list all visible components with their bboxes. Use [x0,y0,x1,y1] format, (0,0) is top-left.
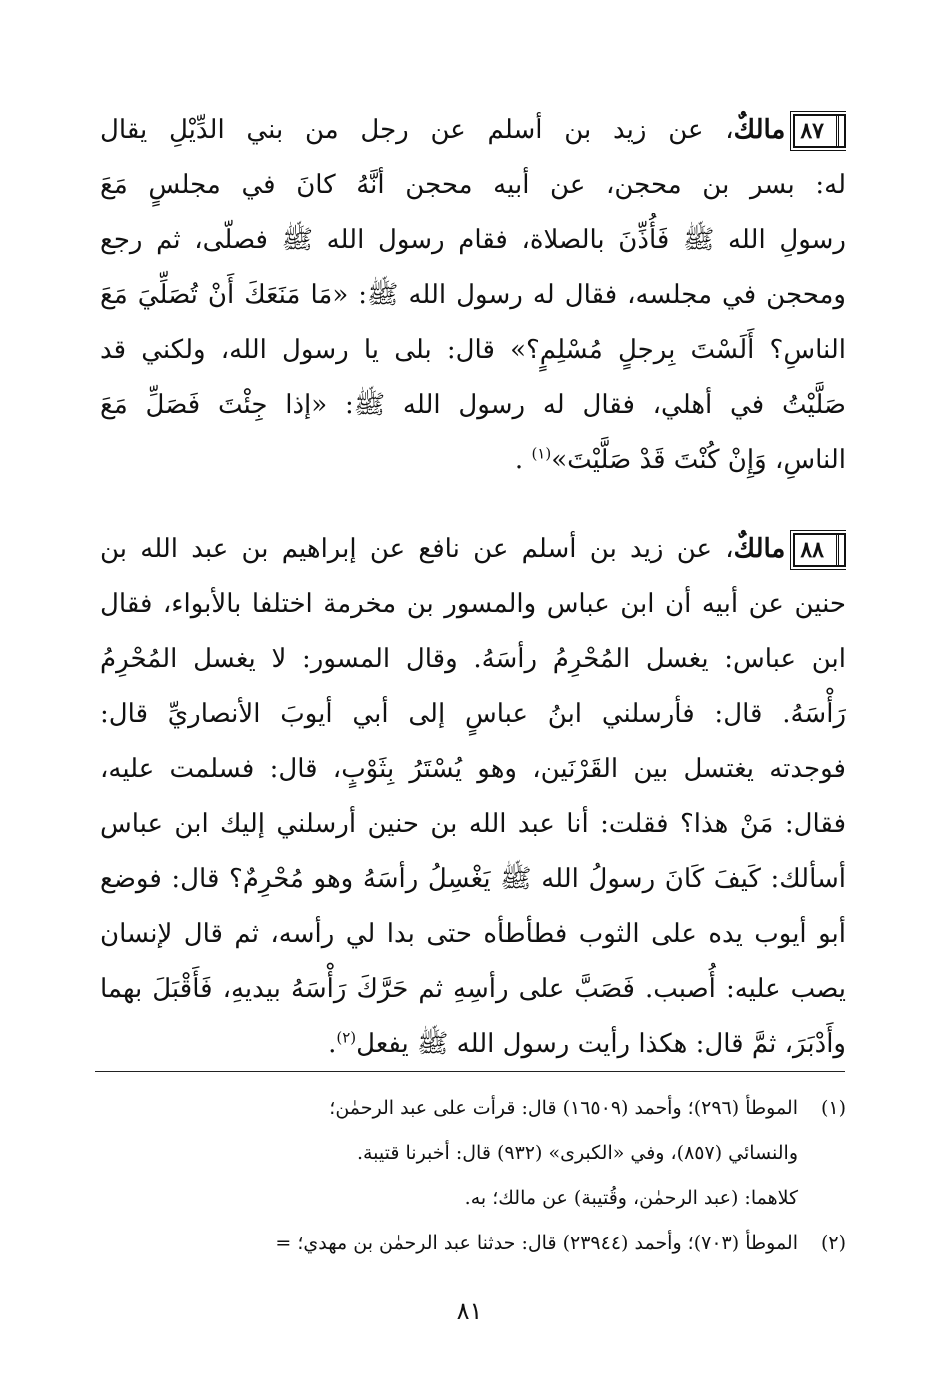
footnote-number: (١) [820,1097,846,1119]
hadith-87-line-5: الناسِ؟ أَلَسْتَ بِرجلٍ مُسْلِمٍ؟» قال: بلى يا رسول الله، ولكني قد [100,335,846,365]
footnote-text: الموطأ (٧٠٣)؛ وأحمد (٢٣٩٤٤) قال: حدثنا عبد الرحمٰن بن مهدي؛ = [275,1232,798,1254]
hadith-87-line-3: رسولِ الله ﷺ فَأُذِّنَ بالصلاة، فقام رسول الله ﷺ فصلّى، ثم رجع [100,225,846,255]
footnote-1-line-3 [90,1176,846,1221]
narrator-name: مالكٌ [733,534,786,564]
badge-ornament [828,116,839,146]
sentence-end: . [328,1029,337,1059]
footnote-text: الموطأ (٢٩٦)؛ وأحمد (١٦٥٠٩) قال: قرأت على عبد الرحمٰن؛ [329,1097,798,1119]
text-segment: الناسِ، وَإِنْ كُنْتَ قَدْ صَلَّيْتَ» [551,445,846,475]
hadith-88-line-1 [100,522,846,577]
footnote-text: كلاهما: (عبد الرحمٰن، وقُتيبة) عن مالك؛ به. [464,1187,798,1209]
hadith-87 [100,103,846,488]
footnote-divider [95,1071,845,1072]
hadith-88-line-5: فوجدته يغتسل بين القَرْنَين، وهو يُسْتَرُ بِثَوْبٍ، قال: فسلمت عليه، [100,754,846,784]
hadith-number-badge: ٨٨ [793,533,846,567]
hadith-87-line-1 [100,103,846,158]
footnote-2-line-1 [90,1221,846,1266]
page-number: ٨١ [456,1297,483,1325]
hadith-88-line-9: يصب عليه: أُصبب. فَصَبَّ على رأسِهِ ثم حَرَّكَ رَأْسَهُ بيديهِ، فَأَقْبَلَ بهما [100,974,846,1004]
footnote-1-line-2 [90,1131,846,1176]
hadith-88-line-2: حنين عن أبيه أن ابن عباس والمسور بن مخرمة اختلفا بالأبواء، فقال [100,589,846,619]
hadith-88-line-4: رَأْسَهُ. قال: فأرسلني ابنُ عباسٍ إلى أبي أيوبَ الأنصاريِّ قال: [100,699,846,729]
footnote-mark: (١) [531,444,552,463]
hadith-87-line-6: صَلَّيْتُ في أهلي، فقال له رسول الله ﷺ: «إذا جِئْتَ فَصَلِّ مَعَ [100,390,846,420]
hadith-87-line-4: ومحجن في مجلسه، فقال له رسول الله ﷺ: «مَا مَنَعَكَ أَنْ تُصَلِّيَ مَعَ [100,280,846,310]
hadith-88-line-8: أبو أيوب يده على الثوب فطأطأه حتى بدا لي رأسه، ثم قال لإنسان [100,919,846,949]
text-segment: ، عن زيد بن أسلم عن رجل من بني الدِّيْلِ يقال [100,115,734,145]
hadith-88-line-10 [100,1017,846,1072]
footnote-1-line-1 [90,1086,846,1131]
hadith-88-line-6: فقال: مَنْ هذا؟ فقلت: أنا عبد الله بن حنين أرسلني إليك ابن عباس [100,809,846,839]
badge-ornament [828,535,839,565]
footnote-number: (٢) [820,1232,846,1254]
hadith-87-line-7 [100,433,846,488]
narrator-name: مالكٌ [733,115,786,145]
hadith-88-line-3: ابن عباس: يغسل المُحْرِمُ رأسَهُ. وقال المسور: لا يغسل المُحْرِمُ [100,644,846,674]
sentence-end: . [514,445,524,475]
hadith-88-line-7: أسألك: كَيفَ كَانَ رسولُ الله ﷺ يَغْسِلُ رأسَهُ وهو مُحْرِمٌ؟ قال: فوضع [100,864,846,894]
footnote-text: والنسائي (٨٥٧)، وفي «الكبرى» (٩٣٢) قال: أخبرنا قتيبة. [356,1142,798,1164]
footnotes [90,1086,846,1266]
text-segment: ، عن زيد بن أسلم عن نافع عن إبراهيم بن عبد الله بن [100,534,734,564]
hadith-number-badge: ٨٧ [793,114,846,148]
hadith-87-line-2: له: بسر بن محجن، عن أبيه محجن أنَّهُ كانَ في مجلسٍ مَعَ [100,170,846,200]
text-segment: وأَدْبَرَ، ثمَّ قال: هكذا رأيت رسول الله ﷺ يفعل [356,1029,846,1059]
hadith-88 [100,522,846,1072]
footnote-mark: (٢) [336,1028,357,1047]
